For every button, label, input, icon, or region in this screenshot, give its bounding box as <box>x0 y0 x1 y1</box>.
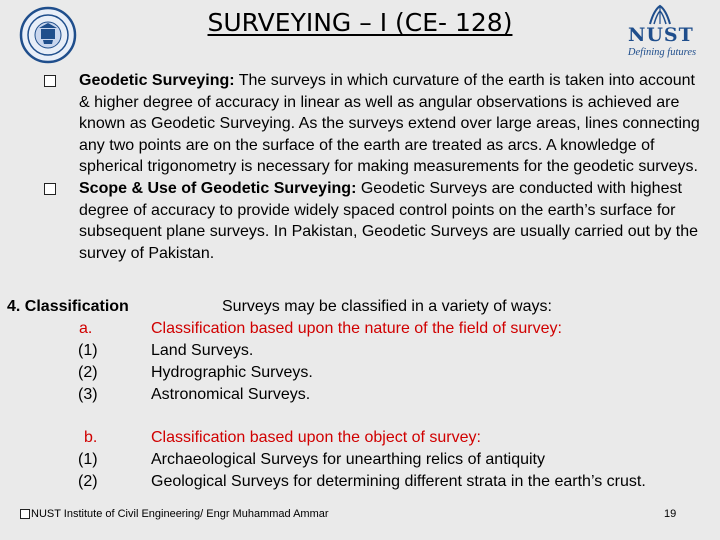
page-number: 19 <box>664 508 677 520</box>
footer-checkbox-icon <box>20 509 30 519</box>
group-title-a: Classification based upon the nature of the field of survey: <box>151 320 562 337</box>
list-item-text: Hydrographic Surveys. <box>151 364 313 381</box>
nust-logo <box>604 4 716 64</box>
group-label-b: b. <box>84 429 98 446</box>
classification-intro: Surveys may be classified in a variety of ways: <box>222 298 552 315</box>
list-item-number: (2) <box>78 473 98 490</box>
bullet-body: The surveys in which curvature of the earth is taken into account & higher degree of accuracy in linear as well as angular observations is achieved are known as Geodetic Surveying. As the surveys extend over large areas, lines connecting any two points are on the surface of the earth are treated as arcs. A knowledge of spherical trigonometry is necessary for making measurements for the geodetic surveys. <box>79 72 700 176</box>
bullet-geodetic-surveying <box>0 70 720 178</box>
bullet-heading: Scope & Use of Geodetic Surveying: <box>79 179 357 197</box>
list-item-text: Astronomical Surveys. <box>151 386 311 403</box>
bullet-list <box>0 70 720 264</box>
nust-wordmark: NUST <box>628 24 694 46</box>
classification-heading: 4. Classification <box>7 298 129 315</box>
list-item-text: Geological Surveys for determining different strata in the earth’s crust. <box>151 473 646 490</box>
checkbox-bullet-icon <box>44 183 56 195</box>
slide-title: SURVEYING – I (CE- 128) <box>207 8 513 37</box>
nust-tagline: Defining futures <box>627 47 697 58</box>
list-item-number: (1) <box>78 342 98 359</box>
list-item-text: Land Surveys. <box>151 342 254 359</box>
checkbox-bullet-icon <box>44 75 56 87</box>
footer-credit: NUST Institute of Civil Engineering/ Engr Muhammad Ammar <box>31 508 329 520</box>
list-item-number: (3) <box>78 386 98 403</box>
bullet-body: Geodetic Surveys are conducted with highest degree of accuracy to provide widely spaced control points on the earth’s surface for subsequent plane surveys. In Pakistan, Geodetic Surveys are usually carried out by the survey of Pakistan. <box>79 179 699 262</box>
group-label-a: a. <box>79 320 93 337</box>
bullet-heading: Geodetic Surveying: <box>79 72 235 89</box>
group-title-b: Classification based upon the object of survey: <box>151 429 481 446</box>
bullet-scope-and-use <box>0 178 720 264</box>
list-item-number: (1) <box>78 451 98 468</box>
list-item-number: (2) <box>78 364 98 381</box>
list-item-text: Archaeological Surveys for unearthing relics of antiquity <box>151 451 545 468</box>
